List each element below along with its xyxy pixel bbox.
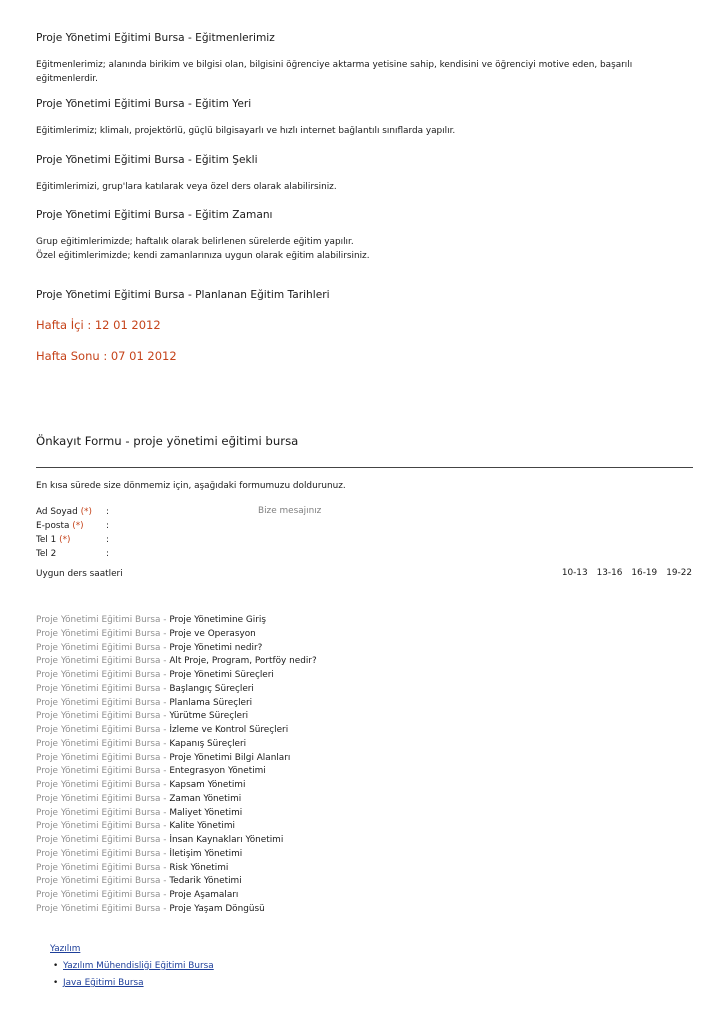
footer-link-software-eng[interactable]: Yazılım Mühendisliği Eğitimi Bursa xyxy=(63,961,214,971)
topic-link[interactable]: Proje Yönetimi Bilgi Alanları xyxy=(169,752,291,763)
list-item[interactable] xyxy=(36,655,317,669)
link-prefix: Proje Yönetimi Eğitimi Bursa - xyxy=(36,670,170,680)
field-email-label: E-posta xyxy=(36,521,70,531)
link-prefix: Proje Yönetimi Eğitimi Bursa - xyxy=(36,642,170,653)
topic-link[interactable]: Zaman Yönetimi xyxy=(169,793,242,804)
hours-label: Uygun ders saatleri xyxy=(36,569,123,579)
list-item[interactable] xyxy=(36,738,317,752)
list-item[interactable] xyxy=(36,642,317,656)
footer-link-java[interactable]: Java Eğitimi Bursa xyxy=(63,978,144,988)
section-title-format: Proje Yönetimi Eğitimi Bursa - Eğitim Şekli xyxy=(36,154,258,166)
topic-link[interactable]: Entegrasyon Yönetimi xyxy=(169,766,266,777)
link-prefix: Proje Yönetimi Eğitimi Bursa - xyxy=(36,876,170,887)
topic-link[interactable]: Proje Yönetimine Giriş xyxy=(169,615,266,625)
list-item[interactable] xyxy=(36,834,317,848)
divider xyxy=(36,467,693,468)
link-prefix: Proje Yönetimi Eğitimi Bursa - xyxy=(36,738,170,749)
bullet-icon: • xyxy=(53,961,59,971)
topic-link[interactable]: Proje Aşamaları xyxy=(169,890,239,900)
topic-link[interactable]: İzleme ve Kontrol Süreçleri xyxy=(169,725,289,735)
link-prefix: Proje Yönetimi Eğitimi Bursa - xyxy=(36,615,170,625)
hour-option[interactable]: 16-19 xyxy=(631,568,658,578)
link-prefix: Proje Yönetimi Eğitimi Bursa - xyxy=(36,711,170,722)
link-prefix: Proje Yönetimi Eğitimi Bursa - xyxy=(36,821,170,832)
link-prefix: Proje Yönetimi Eğitimi Bursa - xyxy=(36,683,170,694)
list-item[interactable] xyxy=(36,875,317,889)
section-title-instructors: Proje Yönetimi Eğitimi Bursa - Eğitmenlerimiz xyxy=(36,32,275,44)
bullet-icon: • xyxy=(53,978,59,988)
section-body-format: Eğitimlerimizi, grup'lara katılarak veya özel ders olarak alabilirsiniz. xyxy=(36,182,337,192)
topic-link[interactable]: Proje Yaşam Döngüsü xyxy=(169,903,265,914)
hour-option[interactable]: 19-22 xyxy=(666,568,692,578)
link-prefix: Proje Yönetimi Eğitimi Bursa - xyxy=(36,890,170,900)
section-title-location: Proje Yönetimi Eğitimi Bursa - Eğitim Yeri xyxy=(36,98,252,110)
topic-link[interactable]: Maliyet Yönetimi xyxy=(169,807,243,818)
topic-link[interactable]: Proje Yönetimi Süreçleri xyxy=(169,670,274,680)
topic-link[interactable]: Kalite Yönetimi xyxy=(169,821,235,832)
link-prefix: Proje Yönetimi Eğitimi Bursa - xyxy=(36,862,170,873)
section-title-time: Proje Yönetimi Eğitimi Bursa - Eğitim Zamanı xyxy=(36,209,273,221)
topic-link-list xyxy=(36,614,317,917)
topic-link[interactable]: Proje Yönetimi nedir? xyxy=(169,642,263,653)
field-colon: : xyxy=(106,507,109,517)
list-item[interactable] xyxy=(36,862,317,876)
list-item[interactable] xyxy=(36,628,317,642)
required-mark: (*) xyxy=(59,535,71,545)
link-prefix: Proje Yönetimi Eğitimi Bursa - xyxy=(36,780,170,790)
field-email-row[interactable] xyxy=(36,520,692,534)
topic-link[interactable]: İnsan Kaynakları Yönetimi xyxy=(169,835,284,845)
list-item[interactable] xyxy=(36,848,317,862)
link-prefix: Proje Yönetimi Eğitimi Bursa - xyxy=(36,807,170,818)
list-item xyxy=(50,975,214,992)
link-prefix: Proje Yönetimi Eğitimi Bursa - xyxy=(36,903,170,914)
required-mark: (*) xyxy=(80,507,92,517)
field-colon: : xyxy=(106,521,109,531)
form-title: Önkayıt Formu - proje yönetimi eğitimi bursa xyxy=(36,434,299,448)
topic-link[interactable]: Tedarik Yönetimi xyxy=(169,876,242,887)
list-item[interactable] xyxy=(36,807,317,821)
topic-link[interactable]: Risk Yönetimi xyxy=(169,862,229,873)
field-name-row[interactable] xyxy=(36,506,692,520)
form-intro: En kısa sürede size dönmemiz için, aşağıdaki formumuzu doldurunuz. xyxy=(36,481,346,491)
list-item[interactable] xyxy=(36,710,317,724)
list-item[interactable] xyxy=(36,820,317,834)
list-item[interactable] xyxy=(36,669,317,683)
list-item[interactable] xyxy=(36,752,317,766)
link-prefix: Proje Yönetimi Eğitimi Bursa - xyxy=(36,656,170,667)
section-body-instructors: Eğitmenlerimiz; alanında birikim ve bilgisi olan, bilgisini öğrenciye aktarma yetisine sahip, kendisini ve öğrenciyi motive eden, başarılı eğitmenlerdir. xyxy=(36,60,633,84)
topic-link[interactable]: Kapsam Yönetimi xyxy=(169,780,246,790)
link-prefix: Proje Yönetimi Eğitimi Bursa - xyxy=(36,628,170,639)
section-body-time-line1: Grup eğitimlerimizde; haftalık olarak belirlenen sürelerde eğitim yapılır. xyxy=(36,237,354,247)
section-title-dates: Proje Yönetimi Eğitimi Bursa - Planlanan Eğitim Tarihleri xyxy=(36,289,330,301)
list-item[interactable] xyxy=(36,903,317,917)
footer-links xyxy=(50,941,214,992)
topic-link[interactable]: Alt Proje, Program, Portföy nedir? xyxy=(169,656,317,667)
required-mark: (*) xyxy=(72,521,84,531)
topic-link[interactable]: Proje ve Operasyon xyxy=(169,628,256,639)
list-item[interactable] xyxy=(36,765,317,779)
list-item[interactable] xyxy=(36,683,317,697)
date-weekday: Hafta İçi : 12 01 2012 xyxy=(36,318,161,332)
message-field[interactable]: Bize mesajınız xyxy=(258,506,322,516)
field-tel1-row[interactable] xyxy=(36,534,692,548)
list-item[interactable] xyxy=(36,779,317,793)
field-tel1-label: Tel 1 xyxy=(36,535,57,545)
field-colon: : xyxy=(106,535,109,545)
list-item[interactable] xyxy=(36,614,317,628)
list-item xyxy=(50,958,214,975)
date-weekend: Hafta Sonu : 07 01 2012 xyxy=(36,349,177,363)
section-body-time-line2: Özel eğitimlerimizde; kendi zamanlarınıza uygun olarak eğitim alabilirsiniz. xyxy=(36,251,370,261)
section-body-location: Eğitimlerimiz; klimalı, projektörlü, güçlü bilgisayarlı ve hızlı internet bağlantılı sınıflarda yapılır. xyxy=(36,126,456,136)
link-prefix: Proje Yönetimi Eğitimi Bursa - xyxy=(36,848,170,859)
list-item[interactable] xyxy=(36,793,317,807)
link-prefix: Proje Yönetimi Eğitimi Bursa - xyxy=(36,766,170,777)
topic-link[interactable]: Başlangıç Süreçleri xyxy=(169,683,254,694)
list-item[interactable] xyxy=(36,889,317,903)
list-item[interactable] xyxy=(36,697,317,711)
topic-link[interactable]: İletişim Yönetimi xyxy=(169,848,243,859)
field-name-label: Ad Soyad xyxy=(36,507,78,517)
link-prefix: Proje Yönetimi Eğitimi Bursa - xyxy=(36,835,170,845)
hours-options xyxy=(553,568,692,578)
hour-option[interactable]: 10-13 xyxy=(561,568,588,578)
link-prefix: Proje Yönetimi Eğitimi Bursa - xyxy=(36,793,170,804)
field-tel2-row[interactable] xyxy=(36,548,692,562)
list-item[interactable] xyxy=(36,724,317,738)
field-tel2-label: Tel 2 xyxy=(36,549,57,559)
link-prefix: Proje Yönetimi Eğitimi Bursa - xyxy=(36,752,170,763)
field-colon: : xyxy=(106,549,109,559)
topic-link[interactable]: Kapanış Süreçleri xyxy=(169,738,247,749)
link-prefix: Proje Yönetimi Eğitimi Bursa - xyxy=(36,725,170,735)
topic-link[interactable]: Planlama Süreçleri xyxy=(169,697,253,708)
topic-link[interactable]: Yürütme Süreçleri xyxy=(169,711,249,722)
hour-option[interactable]: 13-16 xyxy=(596,568,623,578)
link-prefix: Proje Yönetimi Eğitimi Bursa - xyxy=(36,697,170,708)
footer-category-link[interactable]: Yazılım xyxy=(50,944,81,954)
